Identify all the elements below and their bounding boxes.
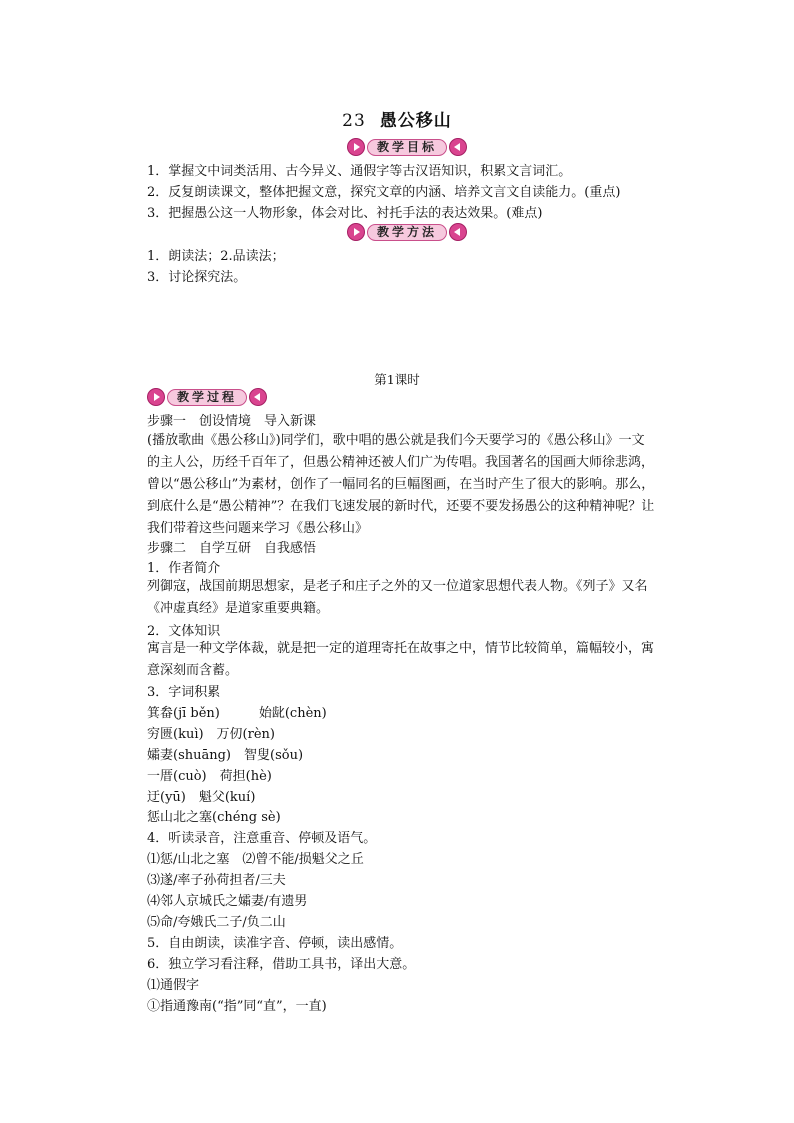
badge-label: 教学过程 [167, 389, 247, 406]
page-title [0, 106, 794, 131]
free-read-item: 5．自由朗读，读准字音、停顿，读出感情。 [147, 936, 403, 951]
tongjia-heading: ⑴通假字 [147, 978, 200, 993]
arrow-left-icon [449, 138, 467, 156]
teaching-methods-badge [347, 223, 467, 241]
lesson-period: 第1课时 [374, 372, 420, 387]
self-study-item: 6．独立学习看注释，借助工具书，译出大意。 [147, 957, 416, 972]
badge-label: 教学目标 [367, 139, 447, 156]
goal-item: 3．把握愚公这一人物形象，体会对比、衬托手法的表达效果。(难点) [147, 206, 543, 221]
arrow-left-icon [249, 388, 267, 406]
author-paragraph: 列御寇，战国前期思想家，是老子和庄子之外的又一位道家思想代表人物。《列子》又名《冲虚真经》是道家重要典籍。 [147, 579, 648, 616]
vocab-line: 惩山北之塞(chéng sè) [147, 810, 281, 825]
genre-heading: 2．文体知识 [147, 624, 221, 639]
vocab-line: 迂(yū) 魁父(kuí) [147, 790, 256, 805]
teaching-process-badge [147, 388, 267, 406]
listen-line: ⑷邻人京城氏之孀妻/有遗男 [147, 894, 308, 909]
step1-heading: 步骤一 创设情境 导入新课 [147, 414, 317, 429]
method-item: 1．朗读法；2.品读法； [147, 249, 285, 264]
goal-item: 2．反复朗读课文，整体把握文意，探究文章的内涵、培养文言文自读能力。(重点) [147, 185, 621, 200]
teaching-goals-badge [347, 138, 467, 156]
step1-paragraph: (播放歌曲《愚公移山》)同学们，歌中唱的愚公就是我们今天要学习的《愚公移山》一文的主人公，历经千百年了，但愚公精神还被人们广为传唱。我国著名的国画大师徐悲鸿，曾以“愚公移山”为素材，创作了一幅同名的巨幅图画，在当时产生了很大的影响。那么，到底什么是“愚公精神”？在我们飞速发展的新时代，还要不要发扬愚公的这种精神呢？让我们带着这些问题来学习《愚公移山》 [147, 433, 655, 536]
arrow-left-icon [449, 223, 467, 241]
listen-line: ⑶遂/率子孙荷担者/三夫 [147, 873, 286, 888]
lesson-number: 23 [342, 111, 366, 131]
step2-heading: 步骤二 自学互研 自我感悟 [147, 541, 317, 556]
arrow-right-icon [347, 223, 365, 241]
arrow-right-icon [147, 388, 165, 406]
tongjia-item: ①指通豫南(“指”同“直”，一直) [147, 999, 327, 1014]
vocab-line: 箕畚(jī běn) 始龀(chèn) [147, 706, 327, 721]
author-heading: 1．作者简介 [147, 561, 221, 576]
lesson-title: 愚公移山 [379, 111, 452, 131]
badge-label: 教学方法 [367, 224, 447, 241]
goal-item: 1．掌握文中词类活用、古今异义、通假字等古汉语知识，积累文言词汇。 [147, 164, 572, 179]
vocab-line: 穷匮(kuì) 万仞(rèn) [147, 727, 275, 742]
genre-paragraph: 寓言是一种文学体裁，就是把一定的道理寄托在故事之中，情节比较简单，篇幅较小，寓意深刻而含蓄。 [147, 641, 655, 678]
vocab-heading: 3．字词积累 [147, 685, 221, 700]
listen-line: ⑸命/夸娥氏二子/负二山 [147, 915, 286, 930]
vocab-line: 孀妻(shuāng) 智叟(sǒu) [147, 748, 304, 763]
listen-line: ⑴惩/山北之塞 ⑵曾不能/损魁父之丘 [147, 852, 364, 867]
method-item: 3．讨论探究法。 [147, 270, 247, 285]
listen-heading: 4．听读录音，注意重音、停顿及语气。 [147, 831, 377, 846]
vocab-line: 一厝(cuò) 荷担(hè) [147, 769, 272, 784]
arrow-right-icon [347, 138, 365, 156]
